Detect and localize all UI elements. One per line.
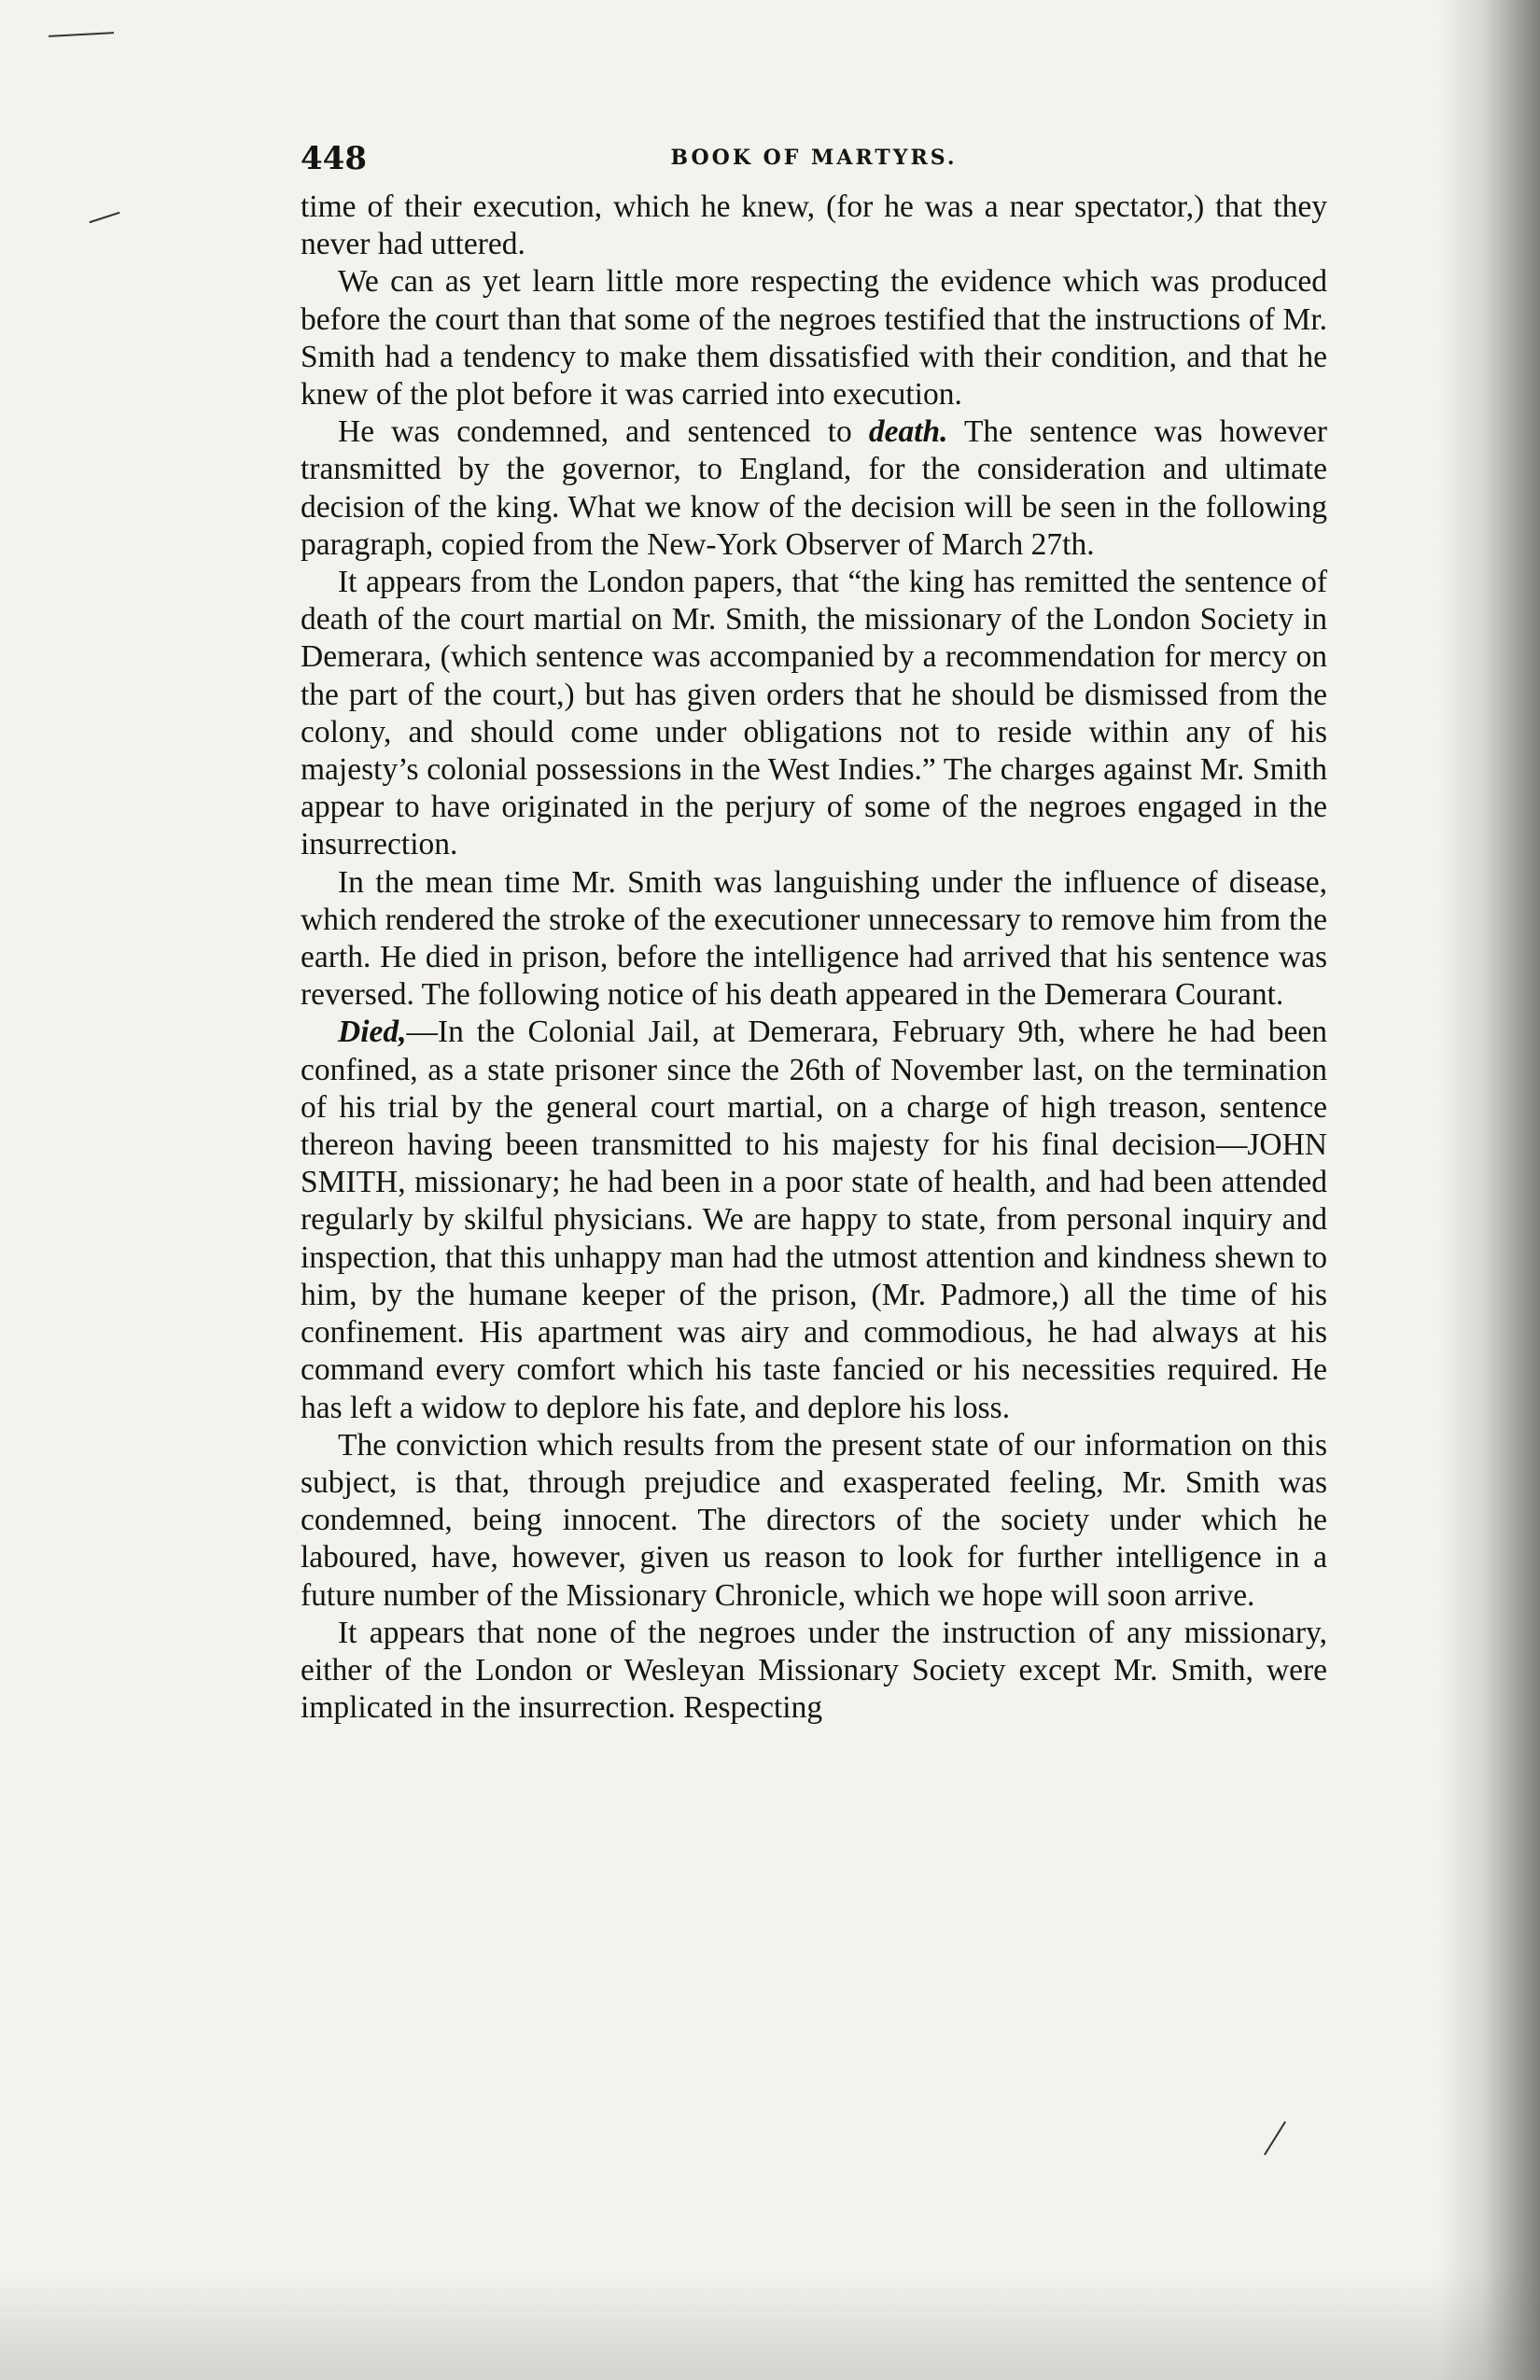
paragraph-sentence	[301, 413, 1327, 564]
paragraph-languishing: In the mean time Mr. Smith was languishing under the influence of disease, which rendered the stroke of the executioner unnecessary to remove him from the earth. He died in prison, before the intelligence had arrived that his sentence was reversed. The following notice of his death appeared in the Demerara Courant.	[301, 864, 1327, 1013]
sentence-text-after: The sentence was however transmitted by the governor, to England, for the consideration and ultimate decision of the king. What we know of the decision will be seen in the following paragraph, copied from the New-York Observer of March 27th.	[301, 414, 1327, 562]
sentence-text-before: He was condemned, and sentenced to	[338, 414, 869, 450]
paragraph-death-notice	[301, 1014, 1327, 1426]
death-notice-lead: Died,	[338, 1015, 407, 1050]
book-page	[301, 140, 1327, 1727]
margin-mark	[49, 32, 114, 37]
scan-bottom-shadow	[0, 2268, 1540, 2380]
paragraph-conviction: The conviction which results from the present state of our information on this subject, is that, through prejudice and exasperated feeling, Mr. Smith was condemned, being innocent. The directors of the society under which he laboured, have, however, given us reason to look for further intelligence in a future number of the Missionary Chronicle, which we hope will soon arrive.	[301, 1427, 1327, 1613]
paragraph-continued: time of their execution, which he knew, (for he was a near spectator,) that they never had uttered.	[301, 189, 1327, 262]
margin-mark	[90, 212, 120, 223]
paragraph-evidence: We can as yet learn little more respecting the evidence which was produced before the court than that some of the negroes testified that the instructions of Mr. Smith had a tendency to make them dissatisfied with their condition, and that he knew of the plot before it was carried into execution.	[301, 264, 1327, 413]
page-number: 448	[301, 140, 367, 177]
running-head: BOOK OF MARTYRS.	[670, 146, 958, 170]
scan-edge-shadow	[1437, 0, 1540, 2380]
page-header	[301, 140, 1327, 189]
margin-mark	[1264, 2121, 1286, 2156]
sentence-emphasis: death.	[868, 414, 948, 450]
death-notice-text: —In the Colonial Jail, at Demerara, February 9th, where he had been confined, as a state prisoner since the 26th of November last, on the termination of his trial by the general court martial, on a charge of high treason, sentence thereon having beeen transmitted to his majesty for his final decision—JOHN SMITH, missionary; he had been in a poor state of health, and had been attended regularly by skilful physicians. We are happy to state, from personal inquiry and inspection, that this unhappy man had the utmost attention and kindness shewn to him, by the humane keeper of the prison, (Mr. Padmore,) all the time of his confinement. His apartment was airy and commodious, he had always at his command every comfort which his taste fancied or his necessities required. He has left a widow to deplore his fate, and deplore his loss.	[301, 1015, 1327, 1425]
body-text	[301, 189, 1327, 1727]
paragraph-implicated: It appears that none of the negroes under the instruction of any missionary, either of the London or Wesleyan Missionary Society except Mr. Smith, were implicated in the insurrection. Respecting	[301, 1615, 1327, 1726]
paragraph-london-papers: It appears from the London papers, that “the king has remitted the sentence of death of the court martial on Mr. Smith, the missionary of the London Society in Demerara, (which sentence was accompanied by a recommendation for mercy on the part of the court,) but has given orders that he should be dismissed from the colony, and should come under obligations not to reside within any of his majesty’s colonial possessions in the West Indies.” The charges against Mr. Smith appear to have originated in the perjury of some of the negroes engaged in the insurrection.	[301, 565, 1327, 862]
